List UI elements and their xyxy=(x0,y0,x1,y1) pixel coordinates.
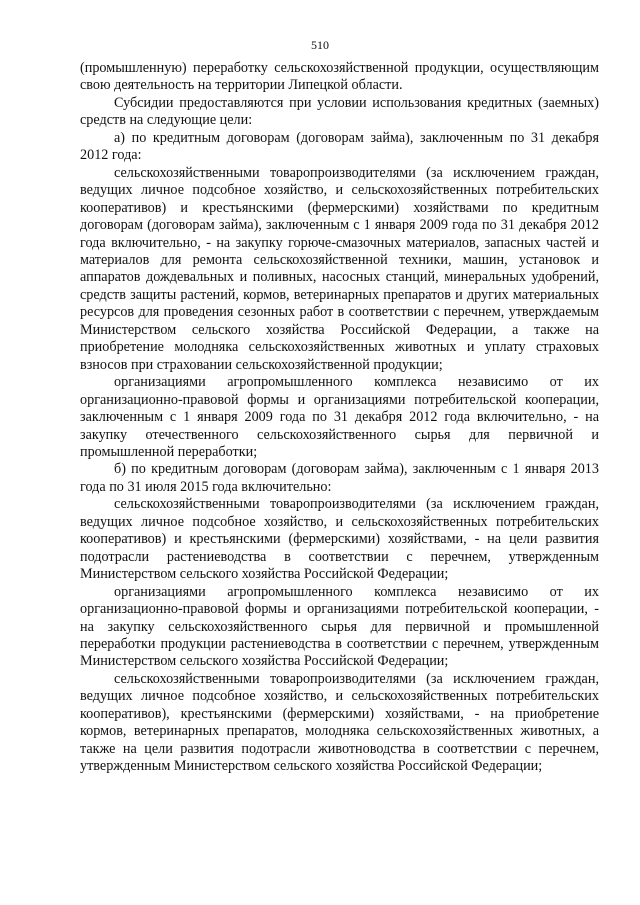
paragraph-livestock: сельскохозяйственными товаропроизводителями (за исключением граждан, ведущих личное подсобное хозяйство, и сельскохозяйственных потребительских кооперативов), крестьянскими (фермерскими) хозяйствами, - на приобретение кормов, ветеринарных препаратов, молодняка сельскохозяйственных животных, а также на цели развития подотрасли животноводства в соответствии с перечнем, утвержденным Министерством сельского хозяйства Российской Федерации; xyxy=(80,670,599,775)
paragraph-item-b: б) по кредитным договорам (договорам займа), заключенным с 1 января 2013 года по 31 июля 2015 года включительно: xyxy=(80,461,599,495)
paragraph-agri-producers-2012: сельскохозяйственными товаропроизводителями (за исключением граждан, ведущих личное подсобное хозяйство, и сельскохозяйственных потребительских кооперативов) и крестьянскими (фермерскими) хозяйствами по кредитным договорам (договорам займа), заключенным с 1 января 2009 года по 31 декабря 2012 года включительно, - на закупку горюче-смазочных материалов, запасных частей и материалов для ремонта сельскохозяйственной техники, машин, установок и аппаратов дождевальных и поливных, насосных станций, минеральных удобрений, средств защиты растений, кормов, ветеринарных препаратов и других материальных ресурсов для проведения сезонных работ в соответствии с перечнем, утверждаемым Министерством сельского хозяйства Российской Федерации, а также на приобретение молодняка сельскохозяйственных животных и уплату страховых взносов при страховании сельскохозяйственной продукции; xyxy=(80,164,599,373)
paragraph-item-a: а) по кредитным договорам (договорам займа), заключенным по 31 декабря 2012 года: xyxy=(80,129,599,164)
page-number: 510 xyxy=(311,38,329,52)
paragraph-subsidy-conditions: Субсидии предоставляются при условии использования кредитных (заемных) средств на следующие цели: xyxy=(80,94,599,129)
paragraph-crop-production: сельскохозяйственными товаропроизводителями (за исключением граждан, ведущих личное подсобное хозяйство, и сельскохозяйственных потребительских кооперативов) и крестьянскими (фермерскими) хозяйствами, - на цели развития подотрасли растениеводства в соответствии с перечнем, утвержденным Министерством сельского хозяйства Российской Федерации; xyxy=(80,496,599,583)
document-body xyxy=(80,60,599,776)
paragraph-continuation: (промышленную) переработку сельскохозяйственной продукции, осуществляющим свою деятельность на территории Липецкой области. xyxy=(80,60,599,94)
paragraph-agro-organizations-2012: организациями агропромышленного комплекса независимо от их организационно-правовой формы и организациями потребительской кооперации, заключенным с 1 января 2009 года по 31 декабря 2012 года включительно, - на закупку отечественного сельскохозяйственного сырья для первичной и промышленной переработки; xyxy=(80,374,599,460)
paragraph-agro-organizations-2015: организациями агропромышленного комплекса независимо от их организационно-правовой формы и организациями потребительской кооперации, - на закупку сельскохозяйственного сырья для первичной и промышленной переработки продукции растениеводства в соответствии с перечнем, утвержденным Министерством сельского хозяйства Российской Федерации; xyxy=(80,583,599,670)
